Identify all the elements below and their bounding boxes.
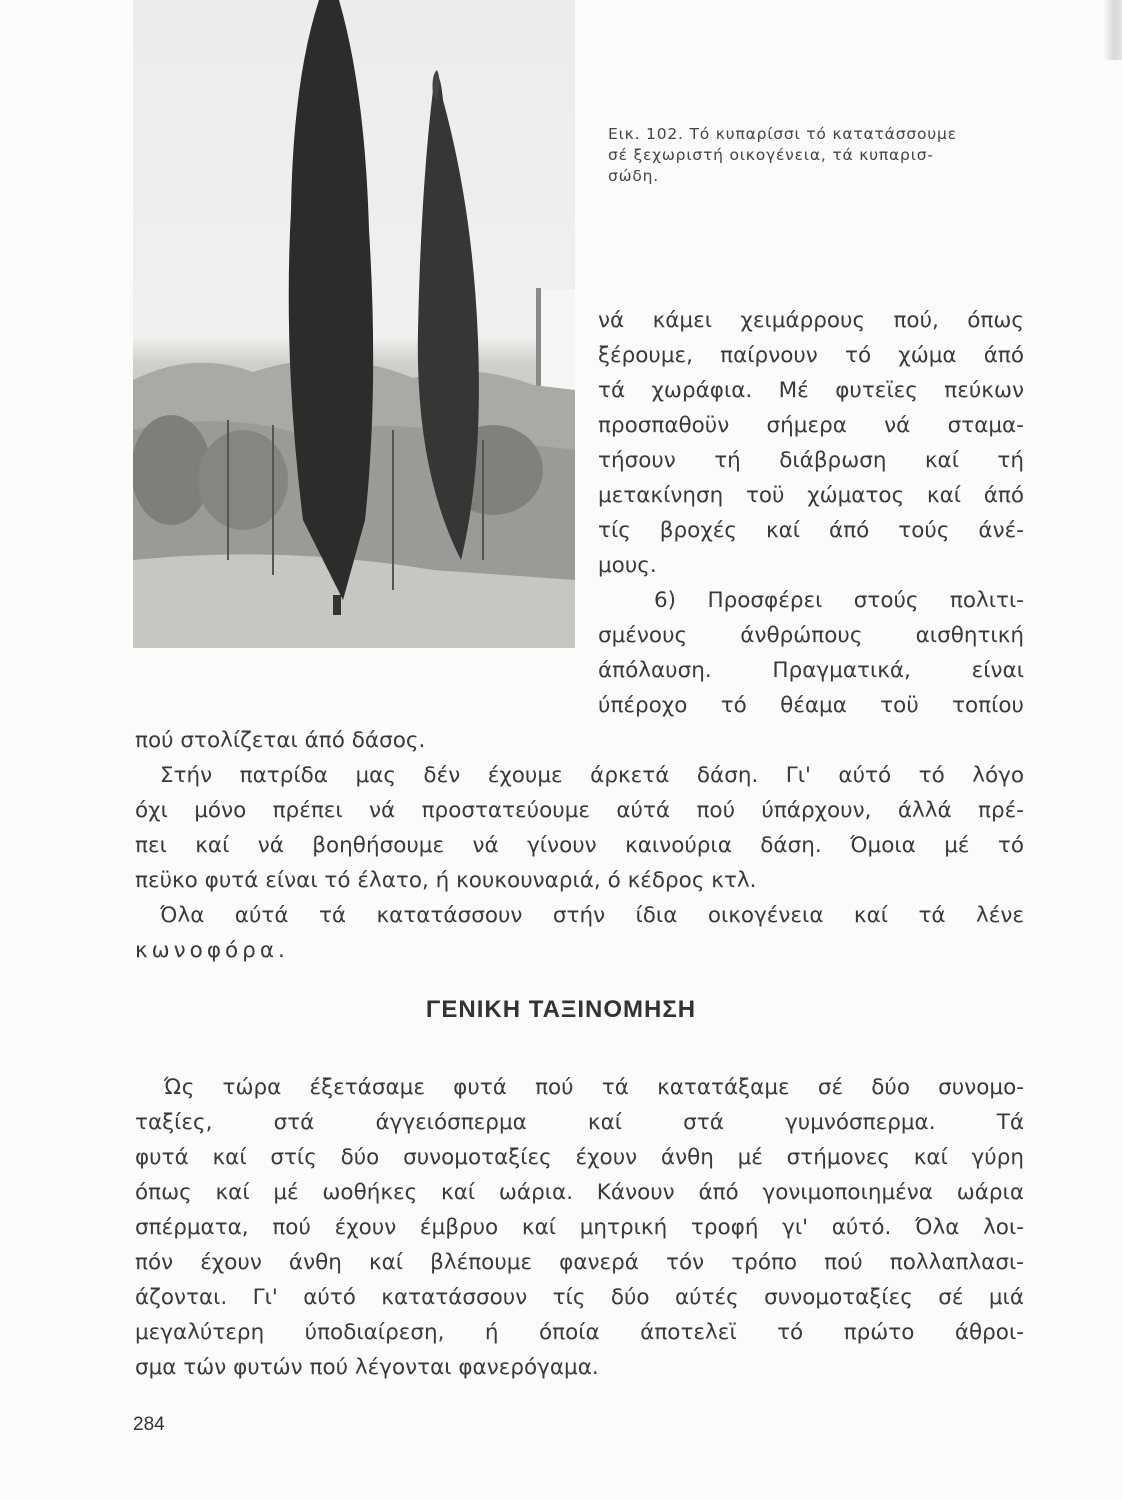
figure-caption bbox=[608, 124, 1036, 187]
body-text-line: όχι μόνο πρέπει νά προστατεύουμε αύτά πού ύπάρχουν, άλλά πρέ- bbox=[135, 798, 1024, 823]
body-text-line: σπέρματα, πού έχουν έμβρυο καί μητρική τροφή γι' αύτό. Όλα λοι- bbox=[135, 1215, 1024, 1240]
body-text-line: σμένους άνθρώπους αισθητική bbox=[598, 623, 1024, 648]
body-text-line: ξέρουμε, παίρνουν τό χώμα άπό bbox=[598, 343, 1024, 368]
caption-line: σέ ξεχωριστή οικογένεια, τά κυπαρισ- bbox=[608, 146, 934, 164]
body-text-line: προσπαθοϋν σήμερα νά σταμα- bbox=[598, 413, 1024, 438]
body-text-line: Όλα αύτά τά κατατάσσουν στήν ίδια οικογένεια καί τά λένε bbox=[160, 903, 1024, 928]
page-edge-shadow bbox=[1102, 0, 1122, 60]
section-heading: ΓΕΝΙΚΗ ΤΑΞΙΝΟΜΗΣΗ bbox=[425, 996, 697, 1023]
body-text-line: άζονται. Γι' αύτό κατατάσσουν τίς δύο αύτές συνομοταξίες σέ μιά bbox=[135, 1285, 1024, 1310]
body-text-line: 6) Προσφέρει στούς πολιτι- bbox=[654, 588, 1024, 613]
body-text-line: κωνοφόρα. bbox=[135, 938, 289, 963]
body-text-line: μετακίνηση τοϋ χώματος καί άπό bbox=[598, 483, 1024, 508]
body-text-line: άπόλαυση. Πραγματικά, είναι bbox=[598, 658, 1024, 683]
body-text-line: ταξίες, στά άγγειόσπερμα καί στά γυμνόσπερμα. Τά bbox=[135, 1110, 1024, 1135]
body-text-line: Στήν πατρίδα μας δέν έχουμε άρκετά δάση. Γι' αύτό τό λόγο bbox=[160, 763, 1024, 788]
body-text-line: τίς βροχές καί άπό τούς άνέ- bbox=[598, 518, 1024, 543]
caption-line: Εικ. 102. Τό κυπαρίσσι τό κατατάσσουμε bbox=[608, 125, 957, 143]
body-text-line: ύπέροχο τό θέαμα τοϋ τοπίου bbox=[598, 693, 1024, 718]
body-text-line: τά χωράφια. Μέ φυτεϊες πεύκων bbox=[598, 378, 1024, 403]
body-text-line: μους. bbox=[598, 553, 657, 578]
body-text-line: όπως καί μέ ωοθήκες καί ωάρια. Κάνουν άπό γονιμοποιημένα ωάρια bbox=[135, 1180, 1024, 1205]
body-text-line: πού στολίζεται άπό δάσος. bbox=[135, 728, 426, 753]
body-text-line: φυτά καί στίς δύο συνομοταξίες έχουν άνθη μέ στήμονες καί γύρη bbox=[135, 1145, 1024, 1170]
body-text-line: πόν έχουν άνθη καί βλέπουμε φανερά τόν τρόπο πού πολλαπλασι- bbox=[135, 1250, 1024, 1275]
body-text-line: μεγαλύτερη ύποδιαίρεση, ή όποία άποτελεϊ τό πρώτο άθροι- bbox=[135, 1320, 1024, 1345]
body-text-line: πει καί νά βοηθήσουμε νά γίνουν καινούρια δάση. Όμοια μέ τό bbox=[135, 833, 1024, 858]
body-text-line: σμα τών φυτών πού λέγονται φανερόγαμα. bbox=[135, 1355, 599, 1380]
body-text-line: πεϋκο φυτά είναι τό έλατο, ή κουκουναριά, ό κέδρος κτλ. bbox=[135, 868, 757, 893]
caption-line: σώδη. bbox=[608, 167, 660, 185]
body-text-line: τήσουν τή διάβρωση καί τή bbox=[598, 448, 1024, 473]
figure-photo bbox=[133, 0, 575, 648]
body-text-line: νά κάμει χειμάρρους πού, όπως bbox=[598, 308, 1024, 333]
page-number: 284 bbox=[133, 1414, 165, 1435]
body-text-line: Ώς τώρα έξετάσαμε φυτά πού τά κατατάξαμε σέ δύο συνομο- bbox=[164, 1075, 1024, 1100]
